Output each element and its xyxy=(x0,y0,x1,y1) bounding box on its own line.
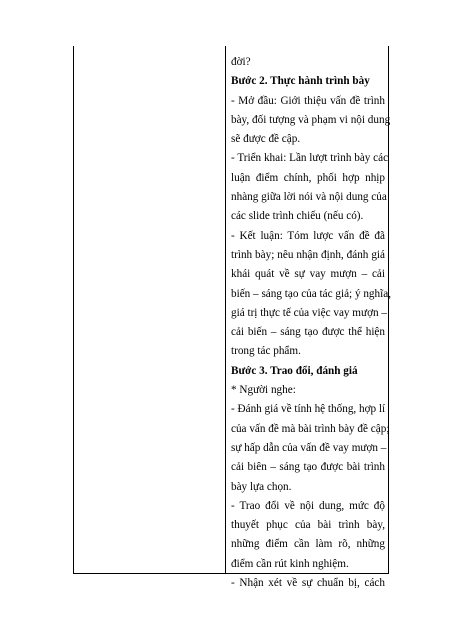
text-line: biến – sáng tạo của tác giả; ý nghĩa, xyxy=(231,287,391,300)
text-line: sẽ được đề cập. xyxy=(231,133,301,146)
text-line: - Triển khai: Lần lượt trình bày các xyxy=(231,152,389,165)
text-line: trong tác phẩm. xyxy=(231,345,301,358)
step-heading: Bước 3. Trao đổi, đánh giá xyxy=(231,364,358,377)
text-line: đời? xyxy=(231,56,251,68)
text-line: cải biến – sáng tạo được thể hiện xyxy=(231,326,385,339)
text-line: khái quát về sự vay mượn – cải xyxy=(231,268,385,281)
text-line: cải biên – sáng tạo được bài trình xyxy=(231,461,385,474)
text-line: * Người nghe: xyxy=(231,384,296,397)
text-line: của vấn đề mà bài trình bày đề cập; xyxy=(231,422,390,435)
text-line: bày, đối tượng và phạm vi nội dung xyxy=(231,113,391,126)
text-line: các slide trình chiếu (nếu có). xyxy=(231,210,364,223)
text-line: những điểm cần làm rõ, những xyxy=(231,538,385,551)
text-line: luận điểm chính, phối hợp nhịp xyxy=(231,171,385,184)
text-line: điểm cần rút kinh nghiệm. xyxy=(231,557,349,570)
text-line: - Đánh giá về tính hệ thống, hợp lí xyxy=(231,403,386,416)
text-line: thuyết phục của bài trình bày, xyxy=(231,519,385,532)
text-line: - Trao đổi về nội dung, mức độ xyxy=(231,499,385,512)
text-line: - Mở đầu: Giới thiệu vấn đề trình xyxy=(231,94,385,107)
text-line: giá trị thực tế của việc vay mượn – xyxy=(231,306,387,319)
left-column-cell xyxy=(74,46,225,573)
text-line: trình bày; nêu nhận định, đánh giá xyxy=(231,248,385,261)
step-heading: Bước 2. Thực hành trình bày xyxy=(231,75,370,88)
lesson-table xyxy=(73,46,391,590)
text-line: sự hấp dẫn của vấn đề vay mượn – xyxy=(231,441,387,454)
text-line: - Nhận xét về sự chuẩn bị, cách xyxy=(231,577,385,590)
right-column-cell xyxy=(231,53,391,593)
column-divider xyxy=(225,46,226,573)
text-line: bày lựa chọn. xyxy=(231,480,292,493)
text-line: - Kết luận: Tóm lược vấn đề đã xyxy=(231,229,385,242)
text-line: nhàng giữa lời nói và nội dung của xyxy=(231,191,387,204)
